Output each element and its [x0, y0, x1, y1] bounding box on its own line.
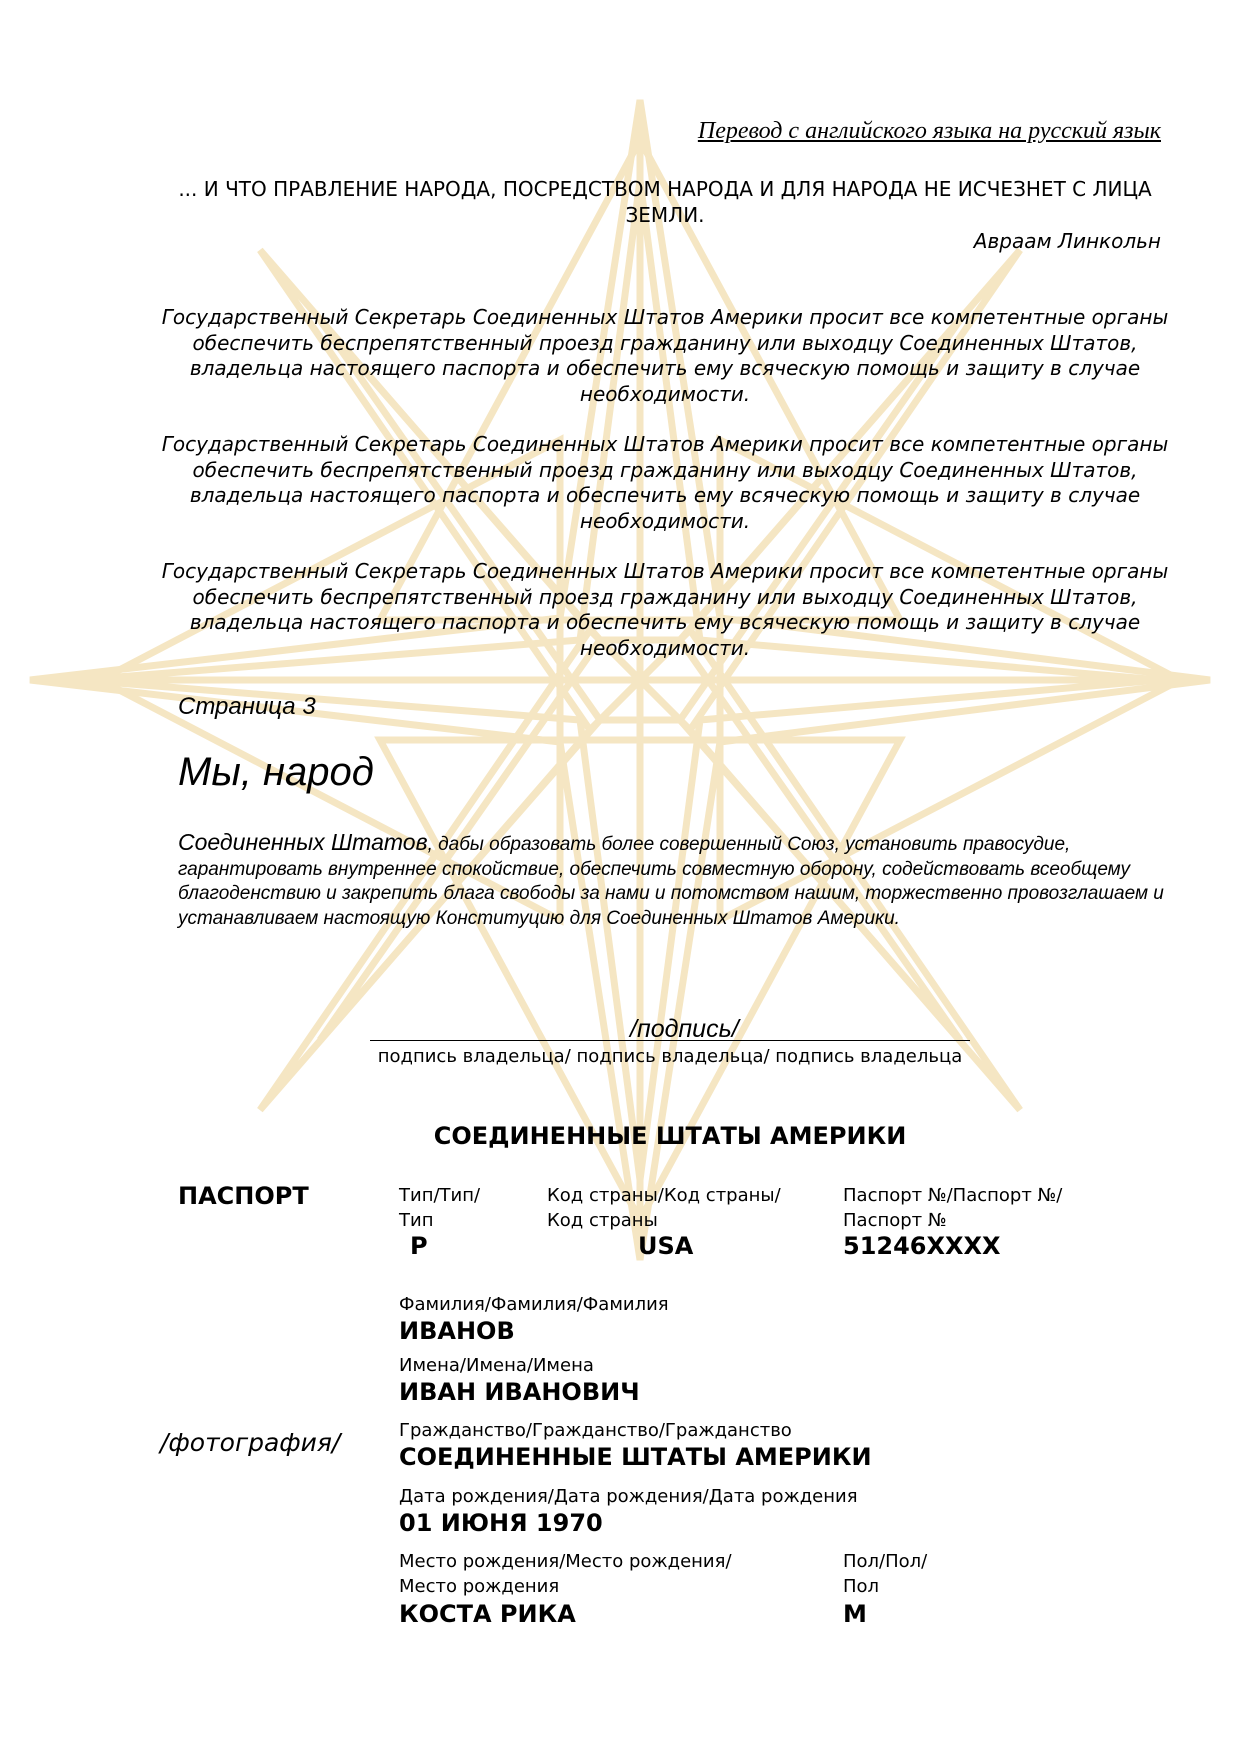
- country-code-label-2: Код страны: [547, 1210, 658, 1231]
- type-field: [399, 1183, 480, 1233]
- dob-label: Дата рождения/Дата рождения/Дата рождения: [399, 1486, 858, 1507]
- quote-author: Авраам Линкольн: [973, 229, 1161, 253]
- lincoln-quote: ... И ЧТО ПРАВЛЕНИЕ НАРОДА, ПОСРЕДСТВОМ НАРОДА И ДЛЯ НАРОДА НЕ ИСЧЕЗНЕТ С ЛИЦА ЗЕМЛИ.: [178, 177, 1152, 227]
- given-names-label: Имена/Имена/Имена: [399, 1355, 594, 1376]
- photo-placeholder: /фотография/: [160, 1428, 341, 1457]
- sex-label-1: Пол/Пол/: [843, 1551, 928, 1572]
- preamble-text: [178, 830, 1168, 931]
- country-title: СОЕДИНЕННЫЕ ШТАТЫ АМЕРИКИ: [433, 1122, 907, 1150]
- surname-value: ИВАНОВ: [399, 1317, 515, 1345]
- request-paragraph: Государственный Секретарь Соединенных Штатов Америки просит все компетентные органы обеспечить беспрепятственный проезд гражданину или выходцу Соединенных Штатов, владельца настоящего паспорта и обеспечить ему всяческую помощь и защиту в случае необходимости.: [161, 305, 1169, 406]
- pob-label-2: Место рождения: [399, 1576, 560, 1597]
- passport-number-label-1: Паспорт №/Паспорт №/: [843, 1185, 1063, 1206]
- page-number: Страница 3: [178, 693, 316, 720]
- country-code-field: [547, 1183, 781, 1233]
- preamble-lead: Соединенных Штатов: [178, 829, 428, 855]
- given-names-value: ИВАН ИВАНОВИЧ: [399, 1378, 640, 1406]
- passport-number-label-2: Паспорт №: [843, 1210, 947, 1231]
- passport-number-value: 51246XXXX: [843, 1232, 1001, 1260]
- passport-number-field: [843, 1183, 1062, 1233]
- country-code-label-1: Код страны/Код страны/: [547, 1185, 781, 1206]
- dob-value: 01 ИЮНЯ 1970: [399, 1509, 603, 1537]
- type-value: P: [410, 1232, 428, 1260]
- request-paragraph: Государственный Секретарь Соединенных Штатов Америки просит все компетентные органы обеспечить беспрепятственный проезд гражданину или выходцу Соединенных Штатов, владельца настоящего паспорта и обеспечить ему всяческую помощь и защиту в случае необходимости.: [161, 432, 1169, 533]
- signature-text: /подпись/: [630, 1015, 739, 1043]
- pob-value: КОСТА РИКА: [399, 1600, 576, 1628]
- request-paragraph: Государственный Секретарь Соединенных Штатов Америки просит все компетентные органы обеспечить беспрепятственный проезд гражданину или выходцу Соединенных Штатов, владельца настоящего паспорта и обеспечить ему всяческую помощь и защиту в случае необходимости.: [161, 559, 1169, 660]
- preamble-rest: , дабы образовать более совершенный Союз, установить правосудие, гарантировать внутреннее спокойствие, обеспечить совместную оборону, содействовать всеобщему благоденствию и закрепить блага свободы за нами и потомством нашим, торжественно провозглашаем и устанавливаем настоящую Конституцию для Соединенных Штатов Америки.: [178, 834, 1164, 929]
- nationality-label: Гражданство/Гражданство/Гражданство: [399, 1420, 792, 1441]
- sex-label-2: Пол: [843, 1576, 880, 1597]
- pob-label-1: Место рождения/Место рождения/: [399, 1551, 732, 1572]
- country-code-value: USA: [638, 1232, 694, 1260]
- type-label-1: Тип/Тип/: [399, 1185, 481, 1206]
- passport-label: ПАСПОРТ: [178, 1182, 309, 1210]
- sex-field: [843, 1549, 927, 1599]
- page-heading: Мы, народ: [178, 750, 374, 794]
- nationality-value: СОЕДИНЕННЫЕ ШТАТЫ АМЕРИКИ: [399, 1443, 872, 1471]
- type-label-2: Тип: [399, 1210, 434, 1231]
- pob-field: [399, 1549, 732, 1599]
- sex-value: M: [843, 1600, 867, 1628]
- signature-line: [370, 1040, 970, 1041]
- signature-caption: подпись владельца/ подпись владельца/ подпись владельца: [377, 1046, 963, 1067]
- translation-note: Перевод с английского языка на русский язык: [697, 118, 1161, 144]
- surname-label: Фамилия/Фамилия/Фамилия: [399, 1294, 669, 1315]
